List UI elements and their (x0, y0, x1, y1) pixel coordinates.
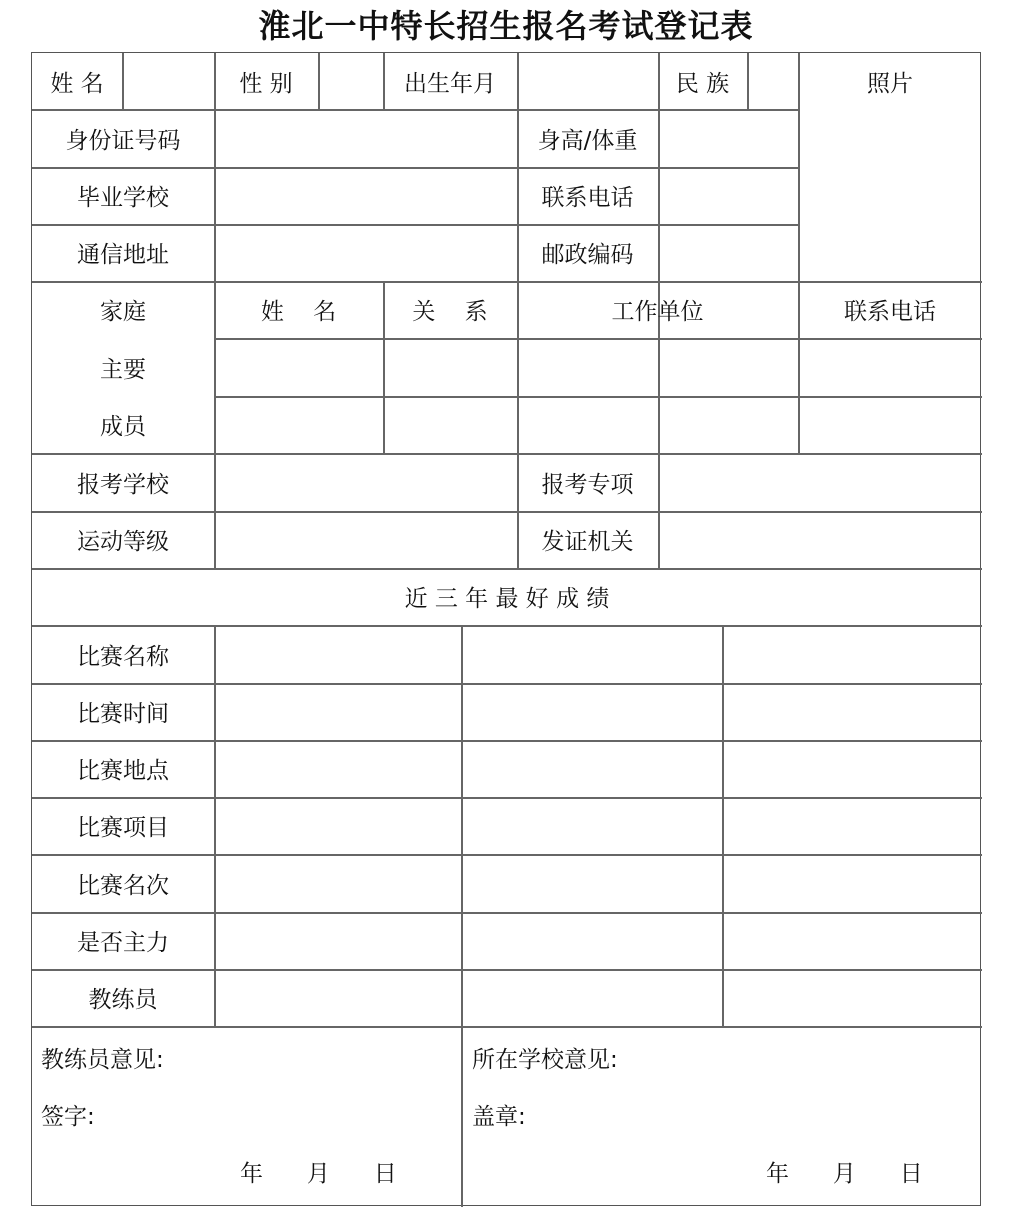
family-member-2-work-field[interactable] (518, 397, 798, 453)
family-label-1: 家庭 (100, 299, 146, 325)
results-header: 近 三 年 最 好 成 绩 (404, 586, 610, 612)
apply-specialty-label: 报考专项 (541, 471, 634, 498)
family-member-1-relation-field[interactable] (384, 339, 517, 396)
results-row-label: 比赛名称 (77, 643, 169, 670)
registration-form (31, 52, 981, 1206)
school-opinion-label: 所在学校意见: (472, 1047, 618, 1073)
coach-sign-label: 签字: (41, 1104, 95, 1130)
coach-opinion-label: 教练员意见: (41, 1047, 164, 1073)
phone-label: 联系电话 (541, 185, 634, 211)
apply-school-field[interactable] (215, 454, 517, 511)
postcode-label: 邮政编码 (541, 242, 634, 268)
address-label: 通信地址 (77, 242, 169, 268)
coach-date: 年 月 日 (240, 1161, 397, 1187)
family-member-2-relation-field[interactable] (384, 397, 517, 453)
form-title: 淮北一中特长招生报名考试登记表 (258, 7, 754, 45)
family-member-2-phone-field[interactable] (799, 397, 982, 453)
family-label-3: 成员 (100, 414, 146, 440)
school-stamp-label: 盖章: (472, 1104, 526, 1130)
birth-label: 出生年月 (404, 70, 496, 97)
family-member-1-name-field[interactable] (215, 339, 383, 396)
issuer-field[interactable] (659, 512, 982, 568)
graduate-school-field[interactable] (215, 167, 517, 224)
sport-level-label: 运动等级 (77, 529, 169, 555)
family-col-work: 工作单位 (611, 299, 704, 325)
photo-area[interactable] (799, 109, 982, 281)
gender-label: 性 别 (239, 70, 293, 97)
id-number-field[interactable] (215, 109, 517, 167)
photo-label: 照片 (867, 70, 913, 97)
name-field[interactable] (123, 53, 214, 109)
results-row-label: 教练员 (88, 987, 158, 1013)
apply-school-label: 报考学校 (77, 471, 169, 498)
birth-field[interactable] (518, 53, 658, 109)
graduate-school-label: 毕业学校 (77, 185, 169, 211)
family-col-phone: 联系电话 (844, 299, 936, 325)
ethnicity-field[interactable] (748, 53, 798, 109)
results-row-label: 比赛项目 (77, 815, 169, 841)
height-weight-label: 身高/体重 (537, 127, 638, 154)
height-weight-field[interactable] (659, 109, 798, 167)
results-row-label: 比赛地点 (77, 758, 169, 784)
family-col-relation: 关 系 (412, 299, 488, 325)
sport-level-field[interactable] (215, 512, 517, 568)
results-row-label: 比赛时间 (77, 701, 169, 727)
ethnicity-label: 民 族 (675, 70, 730, 97)
issuer-label: 发证机关 (541, 529, 634, 555)
results-row-label: 是否主力 (77, 930, 169, 956)
address-field[interactable] (215, 224, 517, 281)
phone-field[interactable] (659, 167, 798, 224)
family-col-name: 姓 名 (260, 299, 337, 325)
name-label: 姓 名 (50, 70, 104, 97)
family-member-1-work-field[interactable] (518, 339, 798, 396)
id-number-label: 身份证号码 (65, 127, 181, 154)
results-row-label: 比赛名次 (77, 872, 169, 899)
family-label-2: 主要 (100, 356, 146, 383)
family-member-1-phone-field[interactable] (799, 339, 982, 396)
family-member-2-name-field[interactable] (215, 397, 383, 453)
gender-field[interactable] (319, 53, 383, 109)
school-date: 年 月 日 (766, 1161, 923, 1187)
apply-specialty-field[interactable] (659, 454, 982, 511)
postcode-field[interactable] (659, 224, 798, 281)
